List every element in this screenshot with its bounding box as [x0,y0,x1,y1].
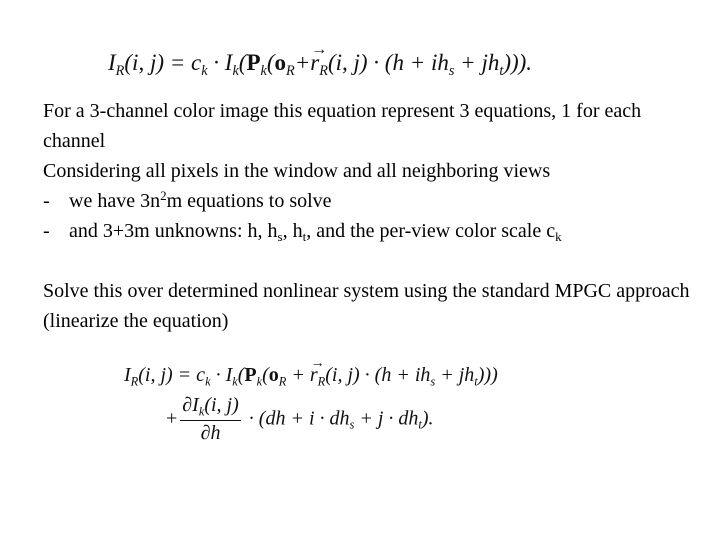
partial-derivative-fraction: $\frac{\partial I_k(i, j)}{\partial h}$ [182,394,239,445]
body-text [43,96,693,336]
bullet-unknowns-sub-t: t [302,228,307,244]
bullet-unknowns-prefix: and 3+3m unknowns: h, h [69,220,278,242]
bullet-equations-sup: 2 [160,187,167,203]
bullet-unknowns-sub-s: s [277,228,283,244]
equation-bottom-line1: $I_R(i$, $j) = c_k \cdot I_k(P_k(o_R$ + → $r_R(i$, $j) \cdot (h + ih_s + jh_t)$)) [124,364,498,389]
text-line-channels: For a 3-channel color image this equation represent 3 equations, 1 for each channel [43,100,642,152]
equation-bottom-line2: + $\frac{\partial I_k(i, j)}{\partial h}$ · $(dh + i \cdot dh_s + j \cdot dh_t)$. [166,394,434,445]
bullet-unknowns-mid1: , h [282,220,303,242]
bullet-unknowns-sub-k: k [555,228,562,244]
bullet-equations [43,186,693,216]
bullet-unknowns [43,216,693,246]
bullet-equations-suffix: m equations to solve [166,190,332,212]
bullet-dash: - [43,190,50,212]
bullet-dash: - [43,220,50,242]
equation-top: $I_R(i$, $j) = c_k \cdot I_k(P_k(o_R+\to r_R(i$, $j) \cdot (h + ih_s + jh_t)$)). [108,50,532,80]
text-line-solve: Solve this over determined nonlinear system using the standard MPGC approach (linearize the equation) [43,280,690,332]
text-line-pixels: Considering all pixels in the window and all neighboring views [43,160,551,182]
bullet-equations-prefix: we have 3n [69,190,161,212]
bullet-unknowns-mid2: , and the per-view color scale c [306,220,556,242]
